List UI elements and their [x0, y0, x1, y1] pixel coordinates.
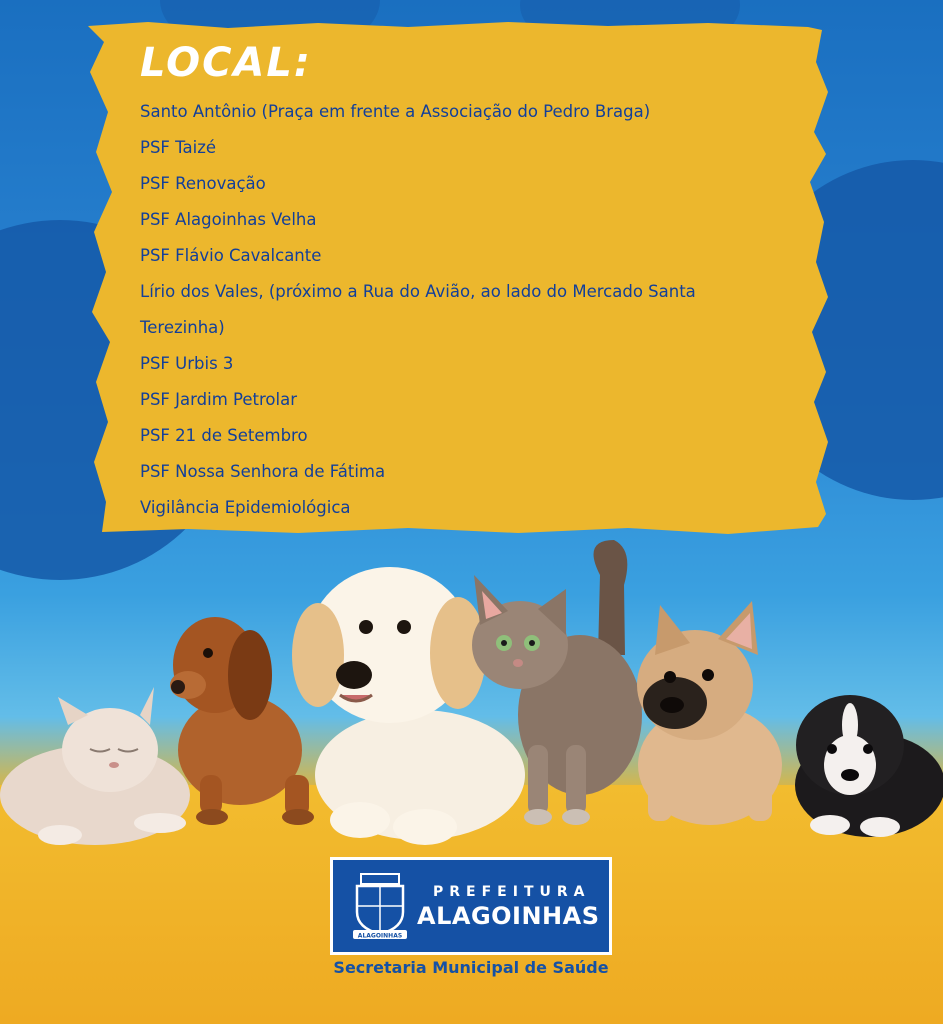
- coat-of-arms-icon: [351, 872, 409, 942]
- location-item: Lírio dos Vales, (próximo a Rua do Avião, ao lado do Mercado Santa: [140, 282, 696, 301]
- logo-alagoinhas-text: ALAGOINHAS: [417, 902, 600, 930]
- french-bulldog-illustration: [637, 601, 782, 825]
- emblem-banner-text: ALAGOINHAS: [357, 932, 403, 940]
- location-item: PSF Renovação: [140, 174, 266, 193]
- pets-illustration: [0, 535, 943, 865]
- location-item: Terezinha): [140, 318, 225, 337]
- location-item: Vigilância Epidemiológica: [140, 498, 351, 517]
- location-item: PSF Urbis 3: [140, 354, 234, 373]
- location-item: PSF Jardim Petrolar: [140, 390, 297, 409]
- location-item: Santo Antônio (Praça em frente a Associação do Pedro Braga): [140, 102, 651, 121]
- location-item: PSF Alagoinhas Velha: [140, 210, 317, 229]
- logo-prefeitura-text: PREFEITURA: [433, 884, 591, 900]
- location-item: PSF Nossa Senhora de Fátima: [140, 462, 386, 481]
- location-item: PSF Taizé: [140, 138, 217, 157]
- prefeitura-logo: [330, 857, 612, 955]
- local-heading: LOCAL:: [140, 40, 312, 86]
- cat-illustration: [0, 687, 190, 845]
- black-white-puppy-illustration: [795, 695, 943, 837]
- location-list: [140, 94, 790, 526]
- secretaria-subtitle: Secretaria Municipal de Saúde: [333, 958, 609, 977]
- location-note: [88, 22, 828, 534]
- location-item: PSF Flávio Cavalcante: [140, 246, 322, 265]
- location-item: PSF 21 de Setembro: [140, 426, 308, 445]
